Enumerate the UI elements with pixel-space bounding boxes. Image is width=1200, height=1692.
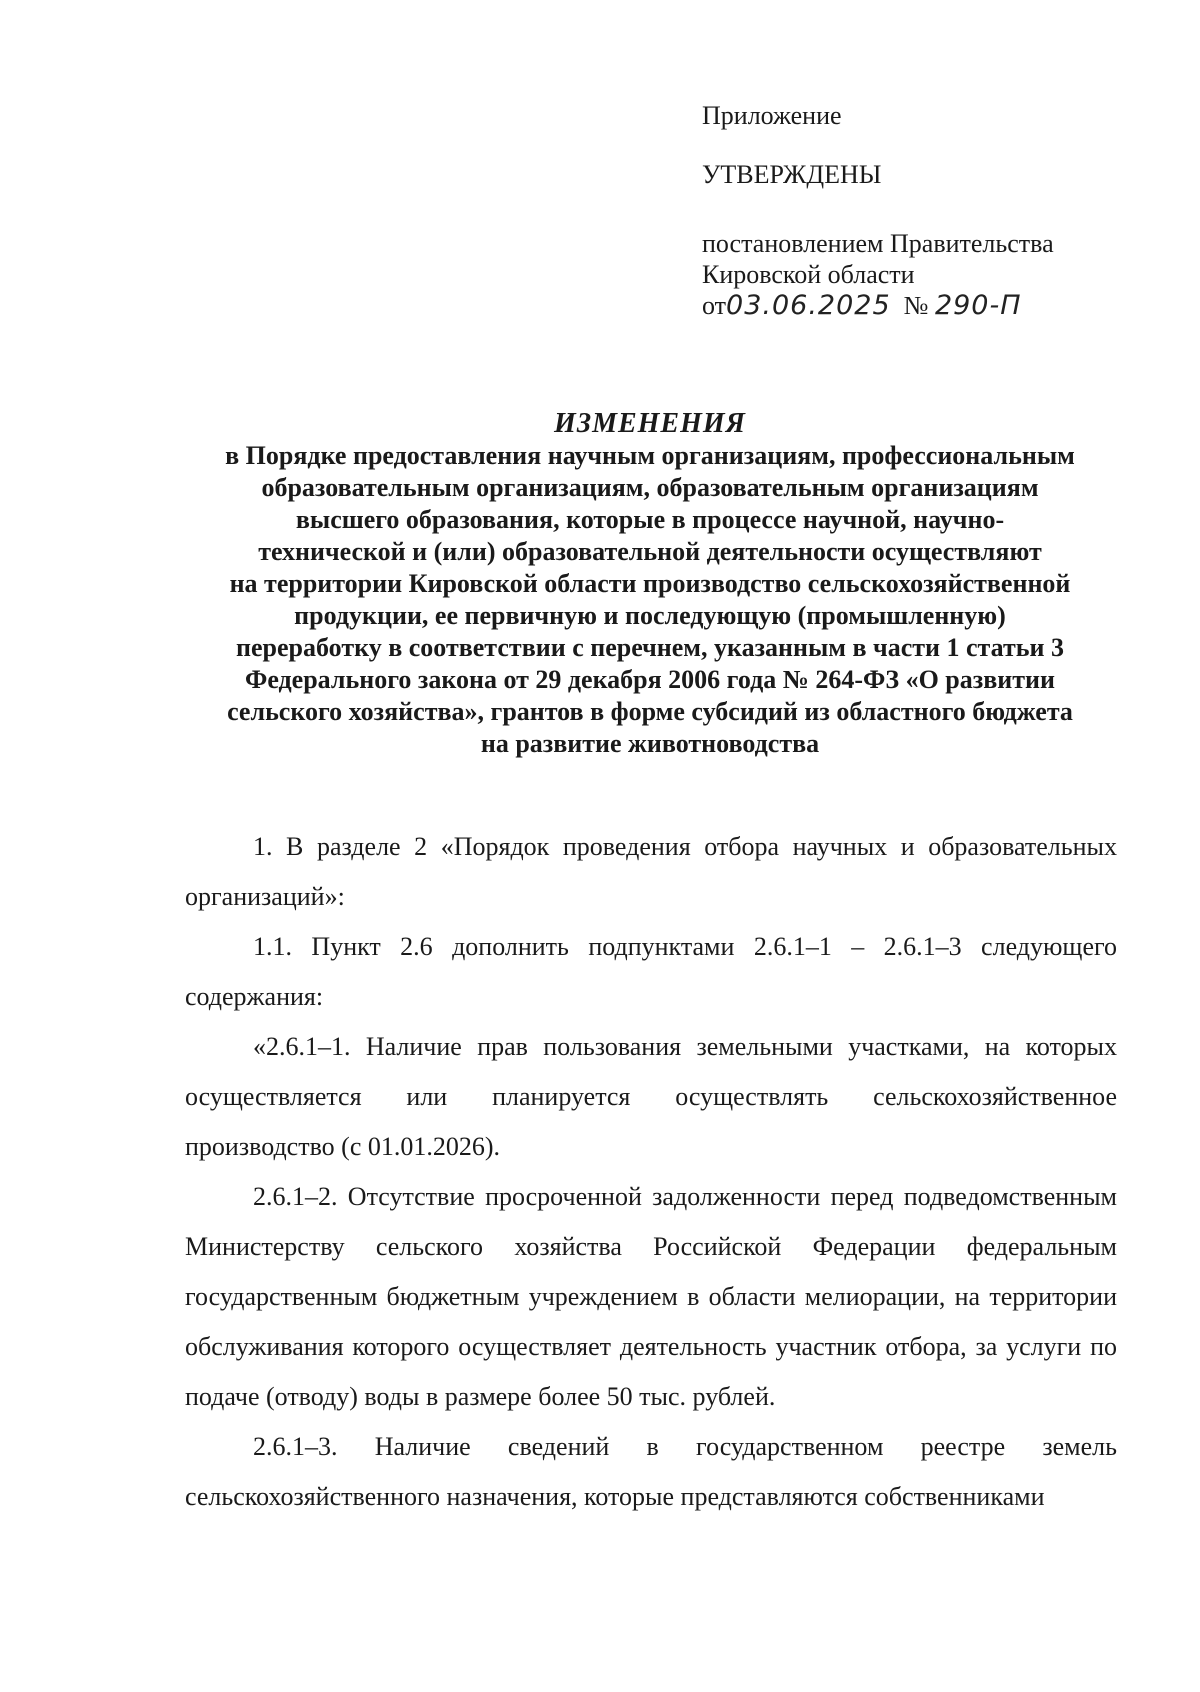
title-line: образовательным организациям, образовательным организациям [261, 473, 1039, 502]
title-line: Федерального закона от 29 декабря 2006 года № 264-ФЗ «О развитии [245, 665, 1055, 694]
title-line: на территории Кировской области производство сельскохозяйственной [229, 569, 1071, 598]
title-line: сельского хозяйства», грантов в форме субсидий из областного бюджета [227, 697, 1073, 726]
document-title [150, 408, 1150, 760]
title-line: на развитие животноводства [480, 729, 820, 758]
resolution-line-2: Кировской области [702, 260, 915, 289]
resolution-line-1: постановлением Правительства [702, 229, 1054, 258]
title-line: продукции, ее первичную и последующую (промышленную) [294, 601, 1006, 630]
title-heading: ИЗМЕНЕНИЯ [554, 408, 746, 439]
approved-label: УТВЕРЖДЕНЫ [702, 160, 882, 189]
body-paragraph: 2.6.1–3. Наличие сведений в государственном реестре земель сельскохозяйственного назначения, которые представляются собственниками [185, 1432, 1117, 1511]
number-prefix: № [903, 291, 929, 320]
title-line: технической и (или) образовательной деятельности осуществляют [258, 537, 1042, 566]
body-paragraph: «2.6.1–1. Наличие прав пользования земельными участками, на которых осуществляется или планируется осуществлять сельскохозяйственное производство (с 01.01.2026). [185, 1032, 1117, 1161]
annex-label: Приложение [702, 101, 842, 130]
approval-stamp-block [702, 100, 1142, 321]
title-line: в Порядке предоставления научным организациям, профессиональным [225, 441, 1075, 470]
date-prefix: от [702, 291, 727, 320]
title-line: высшего образования, которые в процессе научной, научно- [295, 505, 1005, 534]
handwritten-date: 03.06.2025 [726, 290, 891, 321]
resolution-date-number [702, 290, 1142, 321]
body-paragraph: 1. В разделе 2 «Порядок проведения отбора научных и образовательных организаций»: [185, 832, 1117, 911]
document-body [185, 822, 1117, 1522]
title-line: переработку в соответствии с перечнем, указанным в части 1 статьи 3 [236, 633, 1064, 662]
body-paragraph: 1.1. Пункт 2.6 дополнить подпунктами 2.6.1–1 – 2.6.1–3 следующего содержания: [185, 932, 1117, 1011]
handwritten-number: 290-П [934, 290, 1022, 321]
body-paragraph: 2.6.1–2. Отсутствие просроченной задолженности перед подведомственным Министерству сельского хозяйства Российской Федерации федеральным государственным бюджетным учреждением в области мелиорации, на территории обслуживания которого осуществляет деятельность участник отбора, за услуги по подаче (отводу) воды в размере более 50 тыс. рублей. [185, 1182, 1117, 1411]
